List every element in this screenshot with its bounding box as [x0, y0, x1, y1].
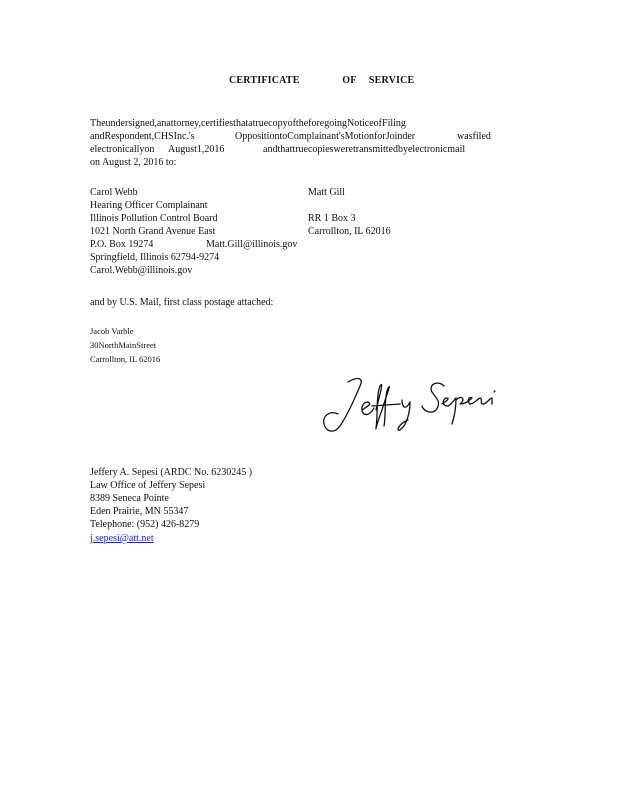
signer-city: Eden Prairie, MN 55347: [90, 506, 189, 517]
intro-line-1: Theundersigned,anattorney,certifiesthatatruecopyoftheforegoingNoticeofFiling: [90, 118, 406, 129]
mail-recipient-name: Jacob Varble: [90, 326, 134, 336]
recipient-right-street: RR 1 Box 3: [308, 213, 356, 224]
mail-note: and by U.S. Mail, first class postage attached:: [90, 297, 274, 308]
signer-name: Jeffery A. Sepesi (ARDC No. 6230245 ): [90, 467, 253, 478]
signer-email-link[interactable]: [90, 532, 168, 545]
certificate-title: [229, 75, 414, 86]
signer-street: 8389 Seneca Pointe: [90, 493, 169, 504]
recipient-left-city: Springfield, Illinois 62794-9274: [90, 252, 220, 263]
mail-recipient-city: Carrollton, IL 62016: [90, 354, 161, 364]
recipient-left-street: 1021 North Grand Avenue East: [90, 226, 216, 237]
recipient-right-email: Matt.Gill@illinois.gov: [206, 239, 298, 250]
recipient-left-email: Carol.Webb@illinois.gov: [90, 265, 193, 276]
intro-line-3c: andthattruecopiesweretransmittedbyelectronicmail: [263, 144, 466, 155]
title-word-of: OF: [342, 75, 357, 86]
mail-recipient-street: 30NorthMainStreet: [90, 340, 157, 350]
recipient-left-pobox: P.O. Box 19274: [90, 239, 154, 250]
recipient-right-name: Matt Gill: [308, 187, 345, 198]
signer-firm: Law Office of Jeffery Sepesi: [90, 480, 206, 491]
intro-line-2b: OppositiontoComplainant'sMotionforJoinder: [235, 131, 416, 142]
intro-line-2c: wasfiled: [457, 131, 491, 142]
intro-line-4: on August 2, 2016 to:: [90, 157, 177, 168]
recipient-left-name: Carol Webb: [90, 187, 138, 198]
intro-line-3a: electronicallyon: [90, 144, 155, 155]
recipient-right-city: Carrollton, IL 62016: [308, 226, 391, 237]
signer-email[interactable]: j.sepesi@att.net: [90, 533, 154, 544]
signer-phone: Telephone: (952) 426-8279: [90, 519, 200, 530]
title-word-service: SERVICE: [368, 75, 415, 86]
title-word-certificate: CERTIFICATE: [229, 75, 300, 86]
intro-line-2a: andRespondent,CHSInc.'s: [90, 131, 195, 142]
intro-line-3b: August1,2016: [168, 144, 225, 155]
handwritten-signature: [318, 370, 498, 436]
recipient-left-title: Hearing Officer Complainant: [90, 200, 208, 211]
recipient-left-org: Illinois Pollution Control Board: [90, 213, 218, 224]
signature-drawing: [318, 370, 498, 436]
